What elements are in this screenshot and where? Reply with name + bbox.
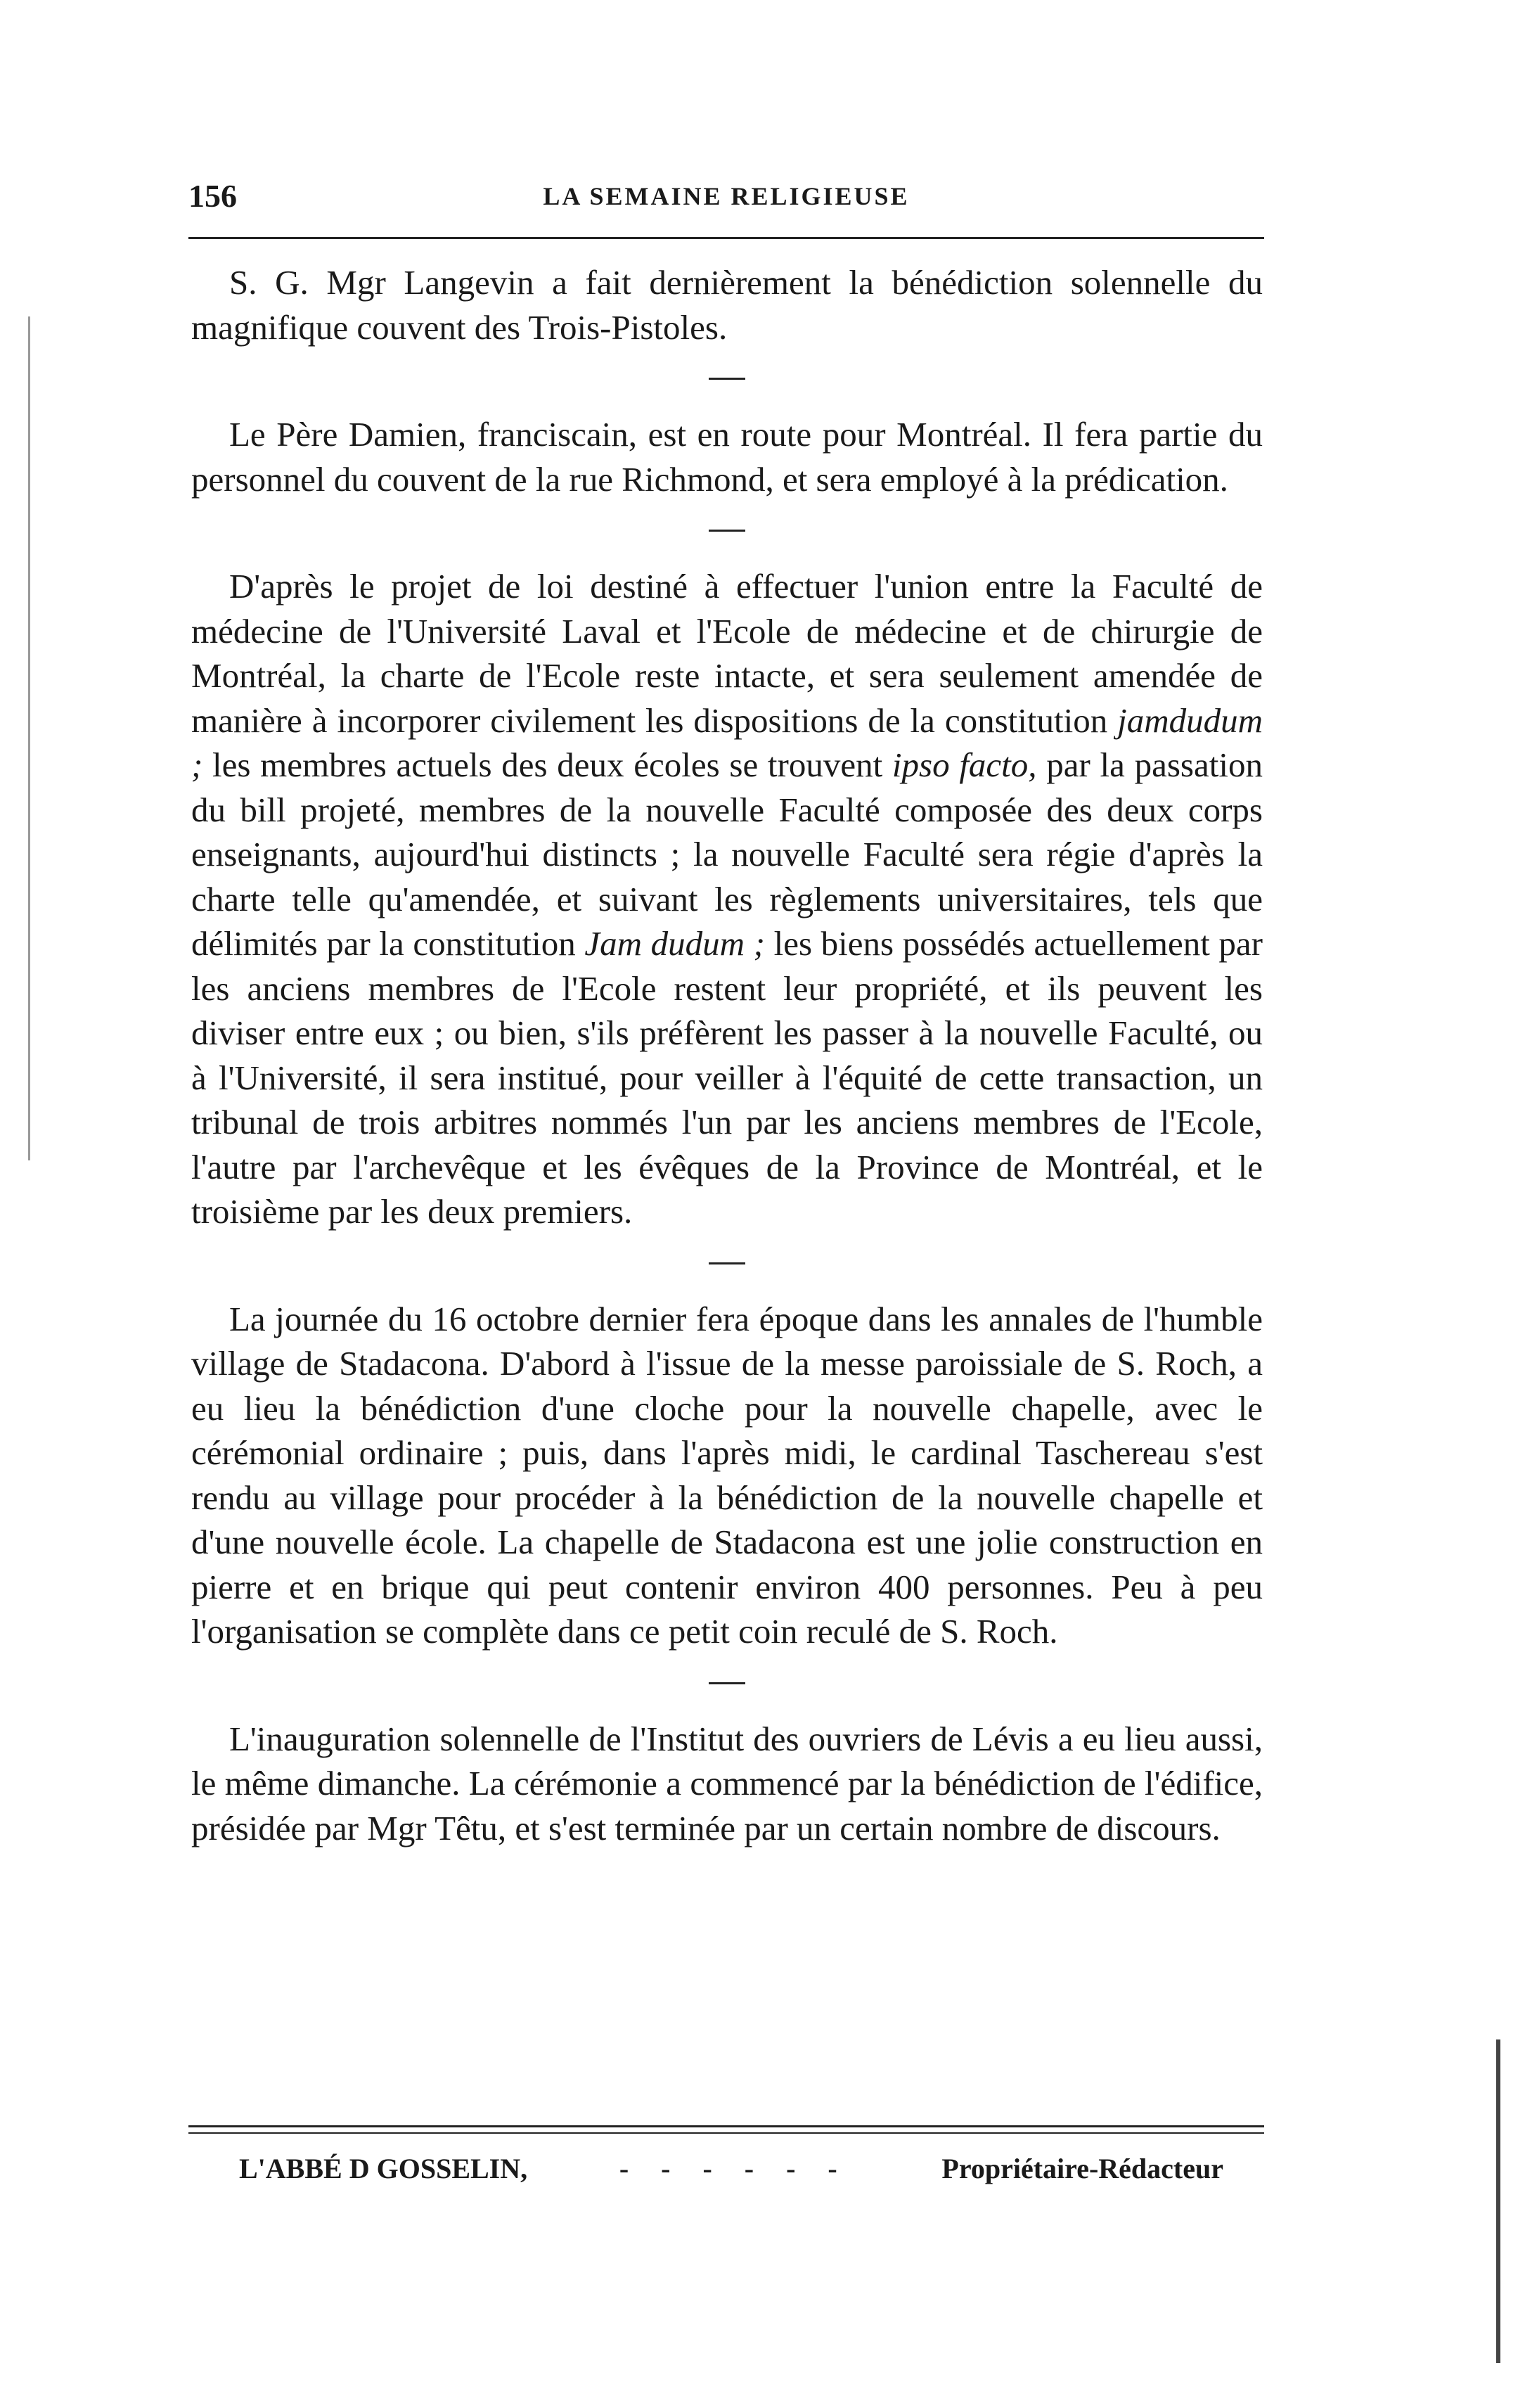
scan-mark-left (28, 316, 30, 1160)
footer-rule (188, 2125, 1264, 2127)
running-title: LA SEMAINE RELIGIEUSE (543, 182, 910, 210)
section-separator (709, 1682, 745, 1684)
paragraph-langevin: S. G. Mgr Langevin a fait dernièrement la bénédiction solennelle du magnifique couvent des Trois-Pistoles. (191, 263, 1263, 347)
page-number: 156 (188, 178, 237, 214)
italic-jam-dudum: Jam dudum ; (584, 924, 765, 963)
paragraph-faculte-text-3: par la passation du bill projeté, membres de la nouvelle Faculté composée des deux corps enseignants, aujourd'hui distincts ; la nouvelle Faculté sera régie d'après la charte telle qu'amendée, et suivant les règlements universitaires, tels que délimités par la constitution (191, 745, 1263, 963)
scan-mark-right (1496, 2039, 1500, 2363)
paragraph-faculte (191, 564, 1263, 1234)
paragraph-stadacona: La journée du 16 octobre dernier fera époque dans les annales de l'humble village de Stadacona. D'abord à l'issue de la messe paroissiale de S. Roch, a eu lieu la bénédiction d'une cloche pour la nouvelle chapelle, avec le cérémonial ordinaire ; puis, dans l'après midi, le cardinal Taschereau s'est rendu au village pour procéder à la bénédiction de la nouvelle chapelle et d'une nouvelle école. La chapelle de Stadacona est une jolie construction en pierre et en brique qui peut contenir environ 400 personnes. Peu à peu l'organisation se complète dans ce petit coin reculé de S. Roch. (191, 1299, 1263, 1651)
paragraph-faculte-text-4: les biens possédés actuellement par les anciens membres de l'Ecole restent leur propriété, et ils peuvent les diviser entre eux ; ou bien, s'ils préfèrent les passer à la nouvelle Faculté, ou à l'Université, il sera institué, pour veiller à l'équité de cette transaction, un tribunal de trois arbitres nommés l'un par les anciens membres de l'Ecole, l'autre par l'archevêque et les évêques de la Province de Montréal, et le troisième par les deux premiers. (191, 924, 1263, 1231)
footer-role: Propriétaire-Rédacteur (941, 2153, 1223, 2184)
paragraph-levis: L'inauguration solennelle de l'Institut des ouvriers de Lévis a eu lieu aussi, le même dimanche. La cérémonie a commencé par la bénédiction de l'édifice, présidée par Mgr Têtu, et s'est terminée par un certain nombre de discours. (191, 1719, 1263, 1847)
section-separator (709, 1262, 745, 1264)
page-footer (239, 2152, 1223, 2185)
footer-leaders: - - - - - - (619, 2153, 850, 2184)
paragraph-damien: Le Père Damien, franciscain, est en route pour Montréal. Il fera partie du personnel du couvent de la rue Richmond, et sera employé à la prédication. (191, 415, 1263, 499)
italic-jamdudum: jamdudum ; (191, 700, 1263, 784)
page-header (188, 177, 1264, 226)
italic-ipso-facto: ipso facto, (892, 745, 1037, 784)
section-separator (709, 378, 745, 380)
footer-rule-thin (188, 2132, 1264, 2134)
header-rule (188, 237, 1264, 239)
article-body (191, 260, 1263, 1850)
paragraph-faculte-text-1: D'après le projet de loi destiné à effectuer l'union entre la Faculté de médecine de l'Université Laval et l'Ecole de médecine et de chirurgie de Montréal, la charte de l'Ecole reste intacte, et sera seulement amendée de manière à incorporer civilement les dispositions de la constitution (191, 567, 1263, 740)
paragraph-faculte-text-2: les membres actuels des deux écoles se trouvent (202, 745, 892, 784)
footer-author: L'ABBÉ D GOSSELIN, (239, 2153, 528, 2184)
section-separator (709, 530, 745, 532)
